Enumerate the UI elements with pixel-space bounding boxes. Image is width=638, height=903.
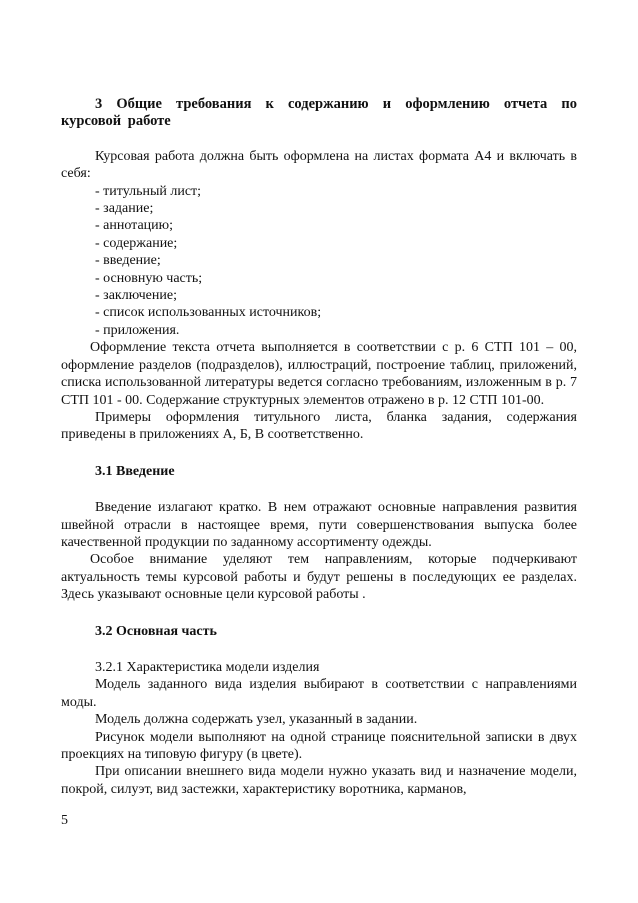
section-3-2-paragraph: Модель должна содержать узел, указанный в задании. — [95, 712, 418, 728]
section-3-paragraph: Оформление текста отчета выполняется в соответствии с р. 6 СТП 101 – 00, оформление разделов (подразделов), иллюстраций, построение таблиц, приложений, списка использованной литературы ведется согласно требованиям, изложенным в р. 7 СТП 101 - 00. Содержание структурных элементов отражено в р. 12 СТП 101-00. — [61, 340, 577, 408]
section-3-1-paragraph: Введение излагают кратко. В нем отражают основные направления развития швейной отрасли в настоящее время, пути совершенствования выпуска более качественной продукции по заданному ассортименту одежды. — [61, 500, 577, 550]
list-item: - введение; — [95, 253, 161, 269]
section-3-2-paragraph: Рисунок модели выполняют на одной странице пояснительной записки в двух проекциях на типовую фигуру (в цвете). — [61, 729, 577, 762]
section-3-paragraph: Примеры оформления титульного листа, бланка задания, содержания приведены в приложениях А, Б, В соответственно. — [61, 409, 577, 443]
contents-list — [61, 183, 577, 340]
section-3-2-1-subheading: 3.2.1 Характеристика модели изделия — [95, 659, 320, 675]
page-number: 5 — [61, 813, 68, 828]
section-3-2-paragraph: Модель заданного вида изделия выбирают в соответствии с направлениями моды. — [61, 677, 577, 710]
list-item: - содержание; — [95, 235, 178, 251]
section-3-2-paragraph: При описании внешнего вида модели нужно указать вид и назначение модели, покрой, силуэт, вид застежки, характеристику воротника, карманов, — [61, 764, 577, 797]
document-page — [61, 96, 577, 798]
list-item: - задание; — [95, 201, 154, 217]
list-item: - основную часть; — [95, 270, 203, 286]
list-item: - титульный лист; — [95, 183, 202, 199]
section-3-1-heading: 3.1 Введение — [95, 463, 175, 479]
section-3-heading: 3 Общие требования к содержанию и оформлению отчета по курсовой работе — [61, 96, 577, 130]
list-item: - заключение; — [95, 288, 177, 304]
section-3-2-heading: 3.2 Основная часть — [95, 623, 217, 639]
section-3-intro: Курсовая работа должна быть оформлена на листах формата А4 и включать в себя: — [61, 148, 577, 182]
list-item: - список использованных источников; — [95, 305, 322, 321]
list-item: - аннотацию; — [95, 218, 174, 234]
section-3-1-paragraph: Особое внимание уделяют тем направлениям, которые подчеркивают актуальность темы курсовой работы и будут решены в последующих ее разделах. Здесь указывают основные цели курсовой работы . — [61, 552, 577, 603]
list-item: - приложения. — [95, 322, 180, 338]
